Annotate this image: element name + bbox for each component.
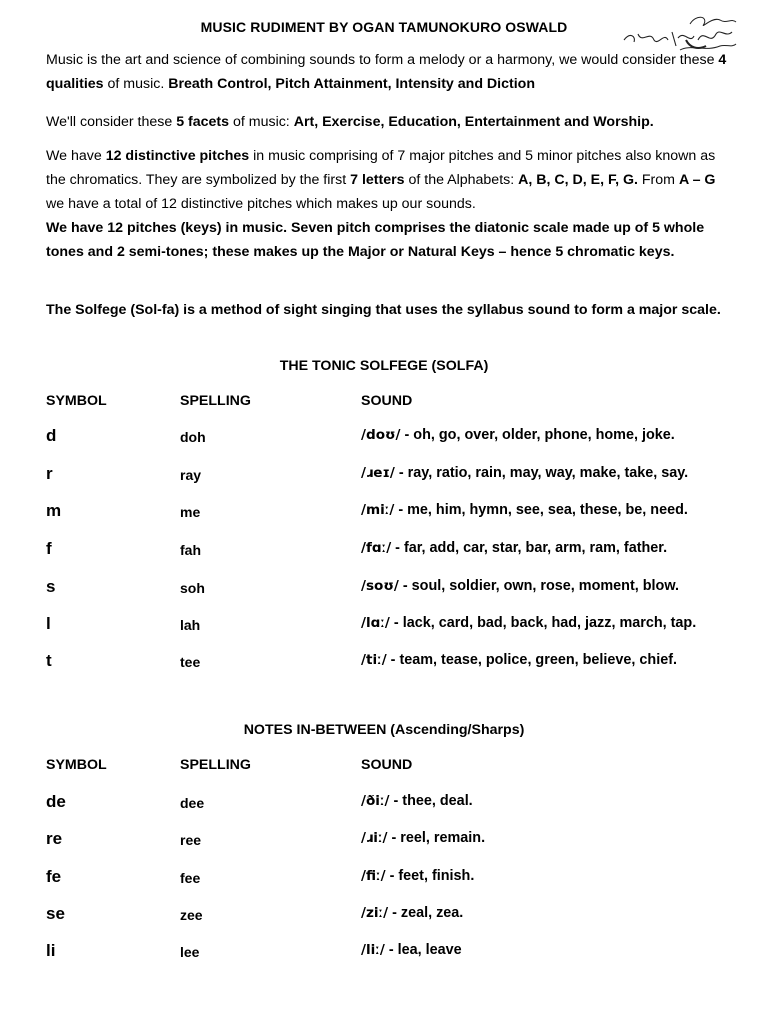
pitches-text: We have	[46, 148, 106, 164]
row-example-words: - lack, card, bad, back, had, jazz, march, tap.	[393, 615, 697, 631]
row-symbol: m	[46, 501, 62, 520]
row-sound	[361, 793, 473, 809]
row-symbol: se	[46, 904, 65, 923]
pitches-text: in music comprising of 7 major pitches and 5 minor pitches also known as the chromatics. They are symbolized by the first	[46, 148, 716, 188]
intro-text: Music is the art and science of combining sounds to form a melody or a harmony, we would consider these	[46, 52, 719, 68]
row-ipa: /ðiː/	[361, 793, 390, 809]
row-example-words: - lea, leave	[388, 942, 462, 958]
row-sound	[361, 540, 667, 556]
table-row	[0, 539, 768, 563]
row-ipa: /miː/	[361, 502, 395, 518]
row-spelling: doh	[180, 429, 206, 445]
table-row	[0, 614, 768, 638]
facets-bold-list: Art, Exercise, Education, Entertainment and Worship.	[293, 114, 654, 130]
row-spelling: ray	[180, 467, 202, 483]
header-spelling: SPELLING	[180, 393, 251, 409]
row-sound	[361, 830, 485, 846]
header-symbol: SYMBOL	[46, 757, 107, 773]
row-symbol: de	[46, 792, 66, 811]
row-sound	[361, 502, 688, 518]
row-spelling: ree	[180, 832, 202, 848]
row-spelling: lah	[180, 617, 201, 633]
pitches-bold: A – G	[678, 172, 716, 188]
row-symbol: d	[46, 426, 57, 445]
table-row	[0, 577, 768, 601]
pitches-bold-summary: We have 12 pitches (keys) in music. Seven pitch comprises the diatonic scale made up of 5 whole tones and 2 semi-tones; these makes up the Major or Natural Keys – hence 5 chromatic keys.	[46, 220, 705, 260]
pitches-bold: 7 letters	[350, 172, 405, 188]
row-symbol: t	[46, 651, 52, 670]
row-spelling: zee	[180, 907, 203, 923]
row-example-words: - reel, remain.	[391, 830, 486, 846]
table-row	[0, 867, 768, 891]
row-ipa: /lɑː/	[361, 615, 390, 631]
table-row	[0, 904, 768, 928]
row-spelling: fee	[180, 870, 201, 886]
table-row	[0, 651, 768, 675]
row-example-words: - thee, deal.	[393, 793, 473, 809]
row-symbol: s	[46, 577, 56, 596]
section-title-notes-in-between: NOTES IN-BETWEEN (Ascending/Sharps)	[243, 722, 525, 738]
intro-bold-qualities: 4 qualities	[46, 52, 727, 92]
facets-bold-count: 5 facets	[176, 114, 230, 130]
facets-text: of music:	[229, 114, 294, 130]
row-example-words: - soul, soldier, own, rose, moment, blow.	[402, 578, 679, 594]
table-row	[0, 941, 768, 965]
row-example-words: - team, tease, police, green, believe, chief.	[390, 652, 678, 668]
table-row	[0, 792, 768, 816]
row-spelling: fah	[180, 542, 201, 558]
pitches-bold: A, B, C, D, E, F, G.	[518, 172, 638, 188]
table-row	[0, 501, 768, 525]
row-ipa: /ɹiː/	[361, 830, 388, 846]
intro-paragraph	[46, 48, 736, 96]
row-sound	[361, 615, 696, 631]
pitches-text: From	[637, 172, 679, 188]
row-sound	[361, 652, 677, 668]
header-sound: SOUND	[361, 393, 413, 409]
table-row	[0, 426, 768, 450]
row-ipa: /fiː/	[361, 868, 386, 884]
row-ipa: /ɹeɪ/	[361, 465, 395, 481]
row-spelling: lee	[180, 944, 200, 960]
row-symbol: fe	[46, 867, 62, 886]
row-ipa: /doʊ/	[361, 427, 401, 443]
row-example-words: - zeal, zea.	[392, 905, 464, 921]
row-example-words: - me, him, hymn, see, sea, these, be, need.	[398, 502, 688, 518]
pitches-paragraph	[46, 144, 736, 264]
row-spelling: me	[180, 504, 201, 520]
pitches-bold: 12 distinctive pitches	[105, 148, 250, 164]
row-spelling: tee	[180, 654, 201, 670]
document-title: MUSIC RUDIMENT BY OGAN TAMUNOKURO OSWALD	[200, 19, 568, 35]
row-symbol: l	[46, 614, 51, 633]
section-title-tonic-solfege: THE TONIC SOLFEGE (SOLFA)	[279, 358, 489, 374]
intro-text: of music.	[103, 76, 169, 92]
row-symbol: li	[46, 941, 56, 960]
pitches-text: of the Alphabets:	[404, 172, 519, 188]
row-example-words: - oh, go, over, older, phone, home, joke.	[404, 427, 675, 443]
pitches-text: we have a total of 12 distinctive pitches which makes up our sounds.	[46, 196, 476, 212]
row-spelling: dee	[180, 795, 205, 811]
row-ipa: /tiː/	[361, 652, 387, 668]
row-sound	[361, 905, 463, 921]
row-sound	[361, 427, 675, 443]
row-sound	[361, 578, 679, 594]
solfege-paragraph: The Solfege (Sol-fa) is a method of sight singing that uses the syllabus sound to form a major scale.	[46, 302, 721, 318]
intro-bold-list: Breath Control, Pitch Attainment, Intensity and Diction	[168, 76, 536, 92]
row-sound	[361, 942, 462, 958]
row-example-words: - feet, finish.	[389, 868, 475, 884]
header-sound: SOUND	[361, 757, 413, 773]
table-row	[0, 829, 768, 853]
row-ipa: /ziː/	[361, 905, 389, 921]
header-spelling: SPELLING	[180, 757, 251, 773]
facets-paragraph	[46, 110, 736, 134]
row-spelling: soh	[180, 580, 205, 596]
row-ipa: /fɑː/	[361, 540, 392, 556]
row-symbol: re	[46, 829, 63, 848]
row-ipa: /liː/	[361, 942, 385, 958]
header-symbol: SYMBOL	[46, 393, 107, 409]
row-example-words: - ray, ratio, rain, may, way, make, take, say.	[398, 465, 689, 481]
row-ipa: /soʊ/	[361, 578, 399, 594]
row-sound	[361, 868, 474, 884]
row-sound	[361, 465, 688, 481]
table-row	[0, 464, 768, 488]
row-example-words: - far, add, car, star, bar, arm, ram, father.	[395, 540, 668, 556]
row-symbol: f	[46, 539, 52, 558]
row-symbol: r	[46, 464, 53, 483]
facets-text: We'll consider these	[46, 114, 177, 130]
